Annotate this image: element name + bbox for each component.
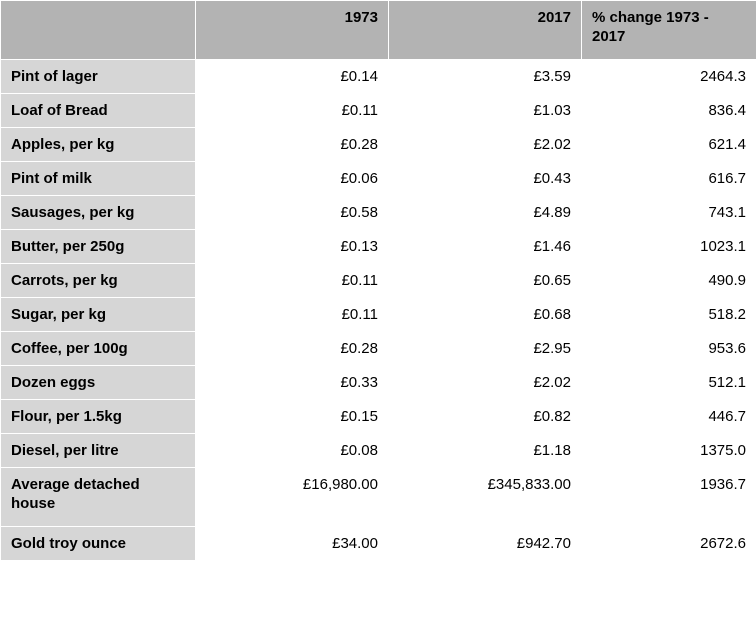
cell-pct-change: 518.2 [582,298,756,332]
cell-price-2017: £0.82 [389,400,582,434]
cell-price-1973: £0.14 [196,60,389,94]
table-row [1,264,756,298]
cell-price-1973: £16,980.00 [196,468,389,527]
table-row [1,332,756,366]
cell-item: Coffee, per 100g [1,332,196,366]
cell-price-2017: £1.03 [389,94,582,128]
cell-pct-change: 512.1 [582,366,756,400]
cell-item: Flour, per 1.5kg [1,400,196,434]
column-header-2017: 2017 [389,1,582,60]
table-row [1,527,756,561]
cell-item: Sugar, per kg [1,298,196,332]
cell-pct-change: 836.4 [582,94,756,128]
cell-price-2017: £1.18 [389,434,582,468]
table-body [1,60,756,561]
column-header-pct-change: % change 1973 - 2017 [582,1,756,60]
cell-pct-change: 953.6 [582,332,756,366]
cell-price-2017: £0.43 [389,162,582,196]
column-header-item [1,1,196,60]
cell-item: Gold troy ounce [1,527,196,561]
cell-price-1973: £34.00 [196,527,389,561]
cell-price-1973: £0.08 [196,434,389,468]
table-row [1,128,756,162]
cell-item: Diesel, per litre [1,434,196,468]
cell-price-1973: £0.06 [196,162,389,196]
table-row [1,230,756,264]
cell-pct-change: 446.7 [582,400,756,434]
cell-price-1973: £0.11 [196,264,389,298]
table-row [1,468,756,527]
cell-price-2017: £3.59 [389,60,582,94]
cell-item: Pint of lager [1,60,196,94]
cell-item: Butter, per 250g [1,230,196,264]
cell-price-1973: £0.33 [196,366,389,400]
cell-price-1973: £0.28 [196,332,389,366]
cell-item: Loaf of Bread [1,94,196,128]
cell-price-2017: £4.89 [389,196,582,230]
cell-pct-change: 2464.3 [582,60,756,94]
cell-pct-change: 621.4 [582,128,756,162]
cell-price-1973: £0.11 [196,94,389,128]
cell-price-2017: £2.02 [389,366,582,400]
cell-price-2017: £2.02 [389,128,582,162]
table-row [1,94,756,128]
cell-price-1973: £0.58 [196,196,389,230]
table-row [1,60,756,94]
table-row [1,196,756,230]
cell-pct-change: 1023.1 [582,230,756,264]
table-header-row [1,1,756,60]
cell-price-2017: £1.46 [389,230,582,264]
cell-item: Sausages, per kg [1,196,196,230]
cell-pct-change: 1936.7 [582,468,756,527]
table-row [1,162,756,196]
cell-price-2017: £0.68 [389,298,582,332]
cell-price-2017: £942.70 [389,527,582,561]
cell-item: Apples, per kg [1,128,196,162]
table-row [1,434,756,468]
column-header-1973: 1973 [196,1,389,60]
cell-item: Average detached house [1,468,196,527]
cell-price-2017: £0.65 [389,264,582,298]
cell-price-2017: £345,833.00 [389,468,582,527]
cell-price-2017: £2.95 [389,332,582,366]
table-header [1,1,756,60]
cell-item: Dozen eggs [1,366,196,400]
cell-pct-change: 616.7 [582,162,756,196]
cell-item: Carrots, per kg [1,264,196,298]
cell-price-1973: £0.15 [196,400,389,434]
cell-price-1973: £0.28 [196,128,389,162]
table-row [1,298,756,332]
table-row [1,400,756,434]
cell-price-1973: £0.11 [196,298,389,332]
cell-pct-change: 490.9 [582,264,756,298]
cell-item: Pint of milk [1,162,196,196]
cell-pct-change: 1375.0 [582,434,756,468]
cell-pct-change: 2672.6 [582,527,756,561]
table-row [1,366,756,400]
cell-pct-change: 743.1 [582,196,756,230]
cell-price-1973: £0.13 [196,230,389,264]
